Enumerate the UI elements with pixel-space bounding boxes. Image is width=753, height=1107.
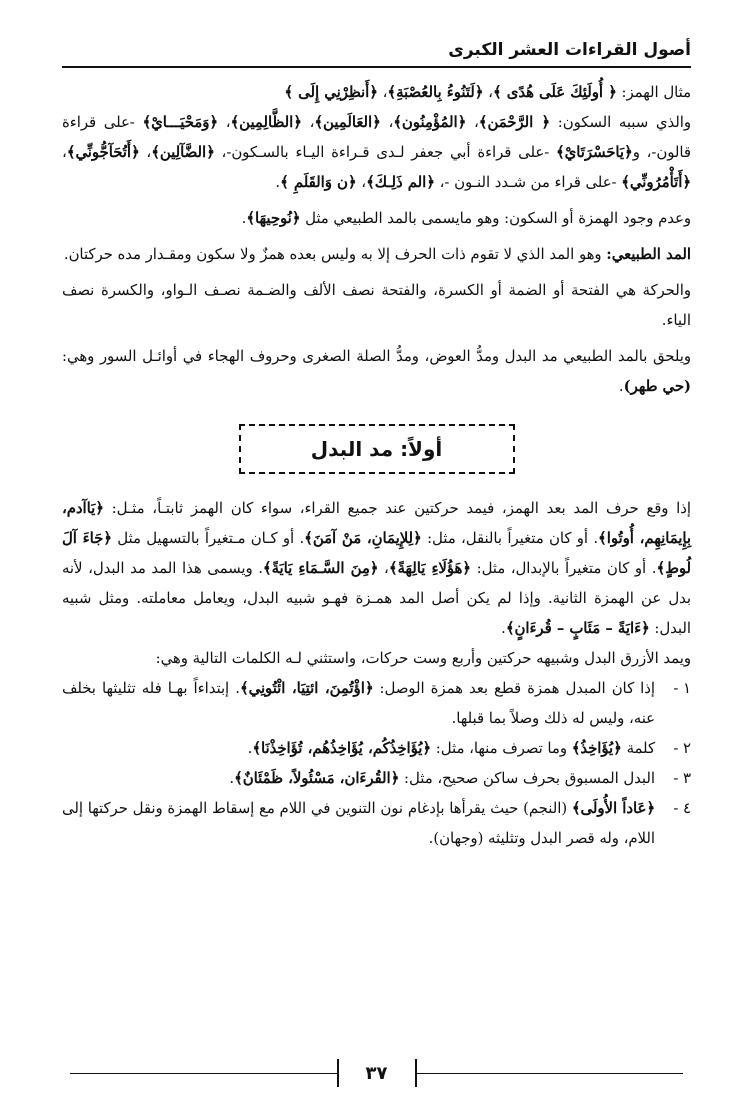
exception-number: ١ -: [673, 680, 691, 697]
footer-bar-left: [337, 1059, 339, 1087]
exception-item: [62, 764, 691, 794]
text-run: كلمة: [621, 740, 655, 757]
quran-quote: ﴿الظَّالِمِين﴾: [230, 114, 302, 131]
text-run: -على قراءة قالون-، و: [62, 114, 691, 161]
text-run: ،: [466, 114, 479, 131]
text-run: إذا كان المبدل همزة قطع بعد همزة الوصل:: [373, 680, 655, 697]
paragraph-natural-madd-intro: [62, 204, 691, 234]
exception-item: [62, 674, 691, 734]
section-heading-box: [239, 424, 515, 474]
text-run: .: [247, 740, 253, 757]
exception-item: [62, 794, 691, 854]
quran-quote: ﴿يُؤَاخِذُكُم، يُؤَاخِذُهُم، تُؤَاخِذْنَا﴾: [252, 740, 432, 757]
paragraph-natural-madd-definition: [62, 240, 691, 270]
text-run: (النجم) حيث يقرأها بإدغام نون التنوين في اللام مع إسقاط الهمزة ونقل حركتها إلى اللام، وله قصر البدل وتثليثه (وجهان).: [62, 800, 655, 847]
quran-quote: ﴿لَتَنُوءُ بِالعُصْبَةِ﴾: [387, 84, 484, 101]
exception-text: [62, 794, 655, 854]
text-run: ،: [377, 84, 388, 101]
text-run: ويمد الأزرق البدل وشبيهه حركتين وأربع وست حركات، واستثني لـه الكلمات التالية وهي:: [155, 650, 691, 667]
quran-quote: ﴿هَؤُلَاءِ يَالِهَةً﴾: [388, 560, 471, 577]
quran-quote: ﴿أَتُحَآجُّونِّي﴾: [66, 144, 140, 161]
exception-text: [62, 764, 655, 794]
footer-bar-right: [415, 1059, 417, 1087]
text-run: .: [618, 378, 624, 395]
text-run: ،: [62, 144, 67, 161]
text-run: والحركة هي الفتحة أو الضمة أو الكسرة، والفتحة نصف الألف والضـمة نصـف الـواو، والكسرة نصف الياء.: [62, 282, 691, 329]
text-run: ،: [378, 560, 389, 577]
quran-quote: ﴿نُوحِيهَا﴾: [246, 210, 301, 227]
bold-term: (حي طهر): [623, 378, 691, 395]
quran-quote: ﴿الم ذَلِـكَ﴾: [366, 174, 435, 191]
footer-rule-left: [70, 1073, 337, 1074]
paragraph-hamz-examples: [62, 78, 691, 108]
page-number: ٣٧: [365, 1062, 388, 1084]
text-run: مثال الهمز:: [616, 84, 691, 101]
quran-quote: ﴿الضَّآلِين﴾: [151, 144, 215, 161]
exception-number: ٣ -: [673, 770, 691, 787]
page-body: [62, 38, 691, 1107]
quran-quote: ﴿ن وَالقَلَمِ ﴾: [280, 174, 357, 191]
quran-quote: ﴿ءَايَةً – مَئَابٍ – قُرءَانٍ﴾: [505, 620, 650, 637]
text-run: .: [241, 210, 247, 227]
text-run: وما تصرف منها، مثل:: [431, 740, 572, 757]
exception-text: [62, 734, 655, 764]
text-run: -على قراء من شـدد النـون -،: [434, 174, 622, 191]
quran-quote: ﴿أَنظِرْنِي إِلَى ﴾: [284, 84, 378, 101]
page-footer: [70, 1058, 683, 1088]
exceptions-list: [62, 674, 691, 854]
text-run: والذي سببه السكون:: [550, 114, 691, 131]
quran-quote: ﴿وَمَحْيَـــايْ﴾: [142, 114, 219, 131]
text-run: ويلحق بالمد الطبيعي مد البدل ومدُّ العوض، ومدُّ الصلة الصغرى وحروف الهجاء في أوائـل السور وهي:: [62, 348, 691, 365]
quran-quote: ﴿يَاحَسْرَتَايْ﴾: [556, 144, 633, 161]
text-run: ،: [218, 114, 231, 131]
text-run: البدل المسبوق بحرف ساكن صحيح، مثل:: [399, 770, 655, 787]
quran-quote: ﴿ أُولَئِكَ عَلَى هُدًى ﴾: [492, 84, 617, 101]
exception-item: [62, 734, 691, 764]
text-run: .: [275, 174, 281, 191]
exception-number: ٤ -: [673, 800, 691, 817]
quran-quote: ﴿اؤْتُمِنَ، ائتِيَا، ائْتُونِي﴾: [239, 680, 374, 697]
text-run: إذا وقع حرف المد بعد الهمز، فيمد حركتين عند جميع القراء، سواء كان الهمز ثابتـاً، مثـل:: [103, 500, 691, 517]
quran-quote: ﴿عَاداً الأُولَى﴾: [571, 800, 655, 817]
section-heading: أولاً: مد البدل: [310, 437, 443, 461]
quran-quote: ﴿يُؤَاخِذُ﴾: [571, 740, 622, 757]
exception-number: ٢ -: [673, 740, 691, 757]
intro-paragraphs: [62, 78, 691, 402]
text-run: . أو كان متغيراً بالإبدال، مثل:: [470, 560, 657, 577]
text-run: ،: [139, 144, 152, 161]
header-rule: [62, 66, 691, 68]
paragraph-sukun-examples: [62, 108, 691, 198]
quran-quote: ﴿يَاآدم، بِإِيمَانِهِم، أُوتُوا﴾: [62, 500, 692, 547]
quran-quote: ﴿القُرءَان، مَسْئُولاً، ظَمْئَانٌ﴾: [234, 770, 400, 787]
quran-quote: ﴿ الرَّحْمَن﴾: [478, 114, 551, 131]
quran-quote: ﴿مِنَ السَّـمَاءِ يَايَةً﴾: [262, 560, 379, 577]
paragraph-badal-definition: [62, 494, 691, 644]
bold-term: المد الطبيعي:: [606, 246, 691, 263]
text-run: .: [229, 770, 235, 787]
paragraph-harakah: [62, 276, 691, 336]
text-run: . إبتداءاً بهـا فله تثليثها بخلف عنه، وليس له ذلك وصلاً بما قبلها.: [62, 680, 655, 727]
quran-quote: ﴿أَتَأْمُرُونِّي﴾: [621, 174, 691, 191]
text-run: ،: [301, 114, 315, 131]
footer-rule-right: [417, 1073, 684, 1074]
text-run: .: [501, 620, 506, 637]
paragraph-attached: [62, 342, 691, 402]
text-run: وعدم وجود الهمزة أو السكون: وهو مايسمى بالمد الطبيعي مثل: [300, 210, 691, 227]
quran-quote: ﴿المُؤْمِنُون﴾: [393, 114, 467, 131]
text-run: ،: [380, 114, 394, 131]
quran-quote: ﴿جَاءَ آلَ لُوطٍ﴾: [62, 530, 691, 577]
quran-quote: ﴿العَالَمِين﴾: [314, 114, 381, 131]
text-run: ،: [483, 84, 493, 101]
text-run: . ويسمى هذا المد مد البدل، لأنه بدل عن الهمزة الثانية. وإذا لم يكن أصل المد همـزة فهـو شبيه البدل، ويعامل معاملته. ومثل شبيه البدل:: [62, 560, 691, 637]
exception-text: [62, 674, 655, 734]
paragraph-azraq: [62, 644, 691, 674]
text-run: وهو المد الذي لا تقوم ذات الحرف إلا به وليس بعده همزٌ ولا سكون ومقـدار مده حركتان.: [63, 246, 607, 263]
quran-quote: ﴿لِلإِيمَانِ، مَنْ آمَنَ﴾: [304, 530, 422, 547]
text-run: . أو كان متغيراً بالنقل، مثل:: [421, 530, 599, 547]
text-run: ،: [356, 174, 367, 191]
text-run: -على قراءة أبي جعفر لـدى قـراءة اليـاء بالسـكون-،: [214, 144, 556, 161]
running-header-title: أصول القراءات العشر الكبرى: [448, 40, 691, 60]
text-run: . أو كـان مـتغيراً بالتسهيل مثل: [111, 530, 305, 547]
